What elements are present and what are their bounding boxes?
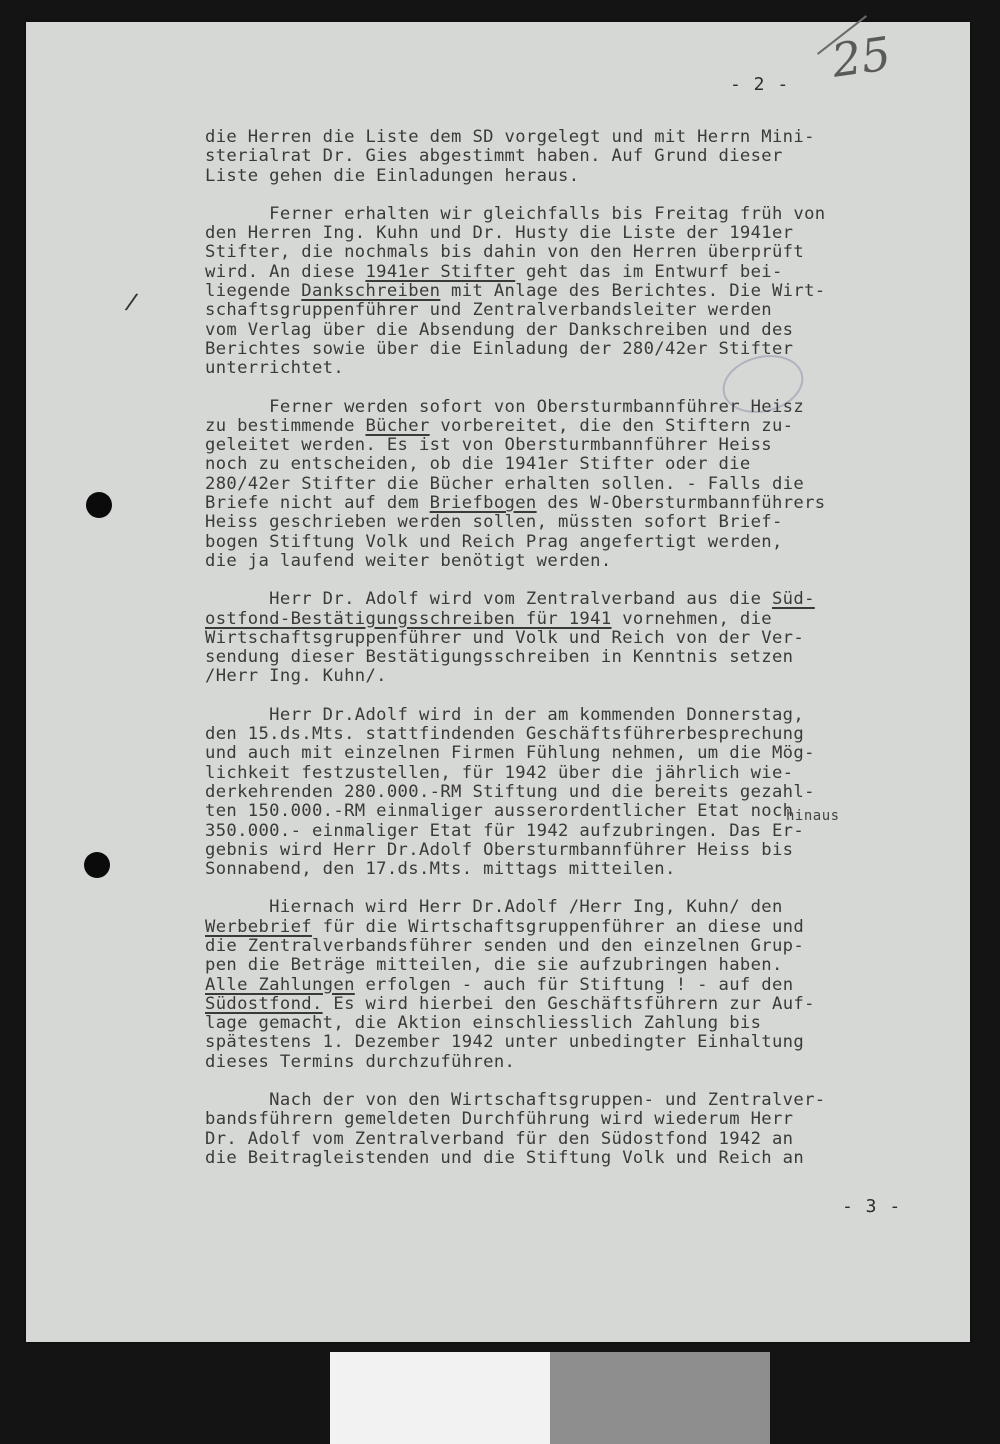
underlined-term: Dankschreiben bbox=[301, 281, 441, 302]
text-line: /Herr Ing. Kuhn/. bbox=[205, 666, 387, 687]
paragraph bbox=[205, 1091, 925, 1168]
calibration-white-patch bbox=[330, 1352, 550, 1444]
underlined-term: 1941er Stifter bbox=[365, 261, 516, 282]
text-line: liegende Dankschreiben mit Anlage des Berichtes. Die Wirt- bbox=[205, 281, 826, 302]
punch-hole-upper bbox=[86, 492, 112, 518]
next-page-marker: - 3 - bbox=[842, 1196, 902, 1217]
paragraph bbox=[205, 590, 925, 686]
document-body bbox=[205, 128, 925, 1187]
text-line: derkehrenden 280.000.-RM Stiftung und die bereits gezahl- bbox=[205, 781, 815, 802]
text-line: bandsführern gemeldeten Durchführung wird wiederum Herr bbox=[205, 1109, 794, 1130]
text-line: Nach der von den Wirtschaftsgruppen- und Zentralver- bbox=[205, 1090, 826, 1111]
text-line: 280/42er Stifter die Bücher erhalten sollen. - Falls die bbox=[205, 473, 805, 494]
paragraph bbox=[205, 706, 925, 880]
text-line: die ja laufend weiter benötigt werden. bbox=[205, 550, 612, 571]
text-line: wird. An diese 1941er Stifter geht das im Entwurf bei- bbox=[205, 261, 783, 282]
text-line: lage gemacht, die Aktion einschliesslich Zahlung bis bbox=[205, 1013, 762, 1034]
underlined-term: Süd- bbox=[771, 589, 815, 610]
underlined-term: Briefbogen bbox=[429, 493, 537, 514]
text-line: lichkeit festzustellen, für 1942 über die jährlich wie- bbox=[205, 762, 794, 783]
text-line: und auch mit einzelnen Firmen Fühlung nehmen, um die Mög- bbox=[205, 743, 815, 764]
text-line: spätestens 1. Dezember 1942 unter unbedingter Einhaltung bbox=[205, 1032, 805, 1053]
text-line: sendung dieser Bestätigungsschreiben in Kenntnis setzen bbox=[205, 647, 794, 668]
text-line: Wirtschaftsgruppenführer und Volk und Reich von der Ver- bbox=[205, 627, 805, 648]
text-line: Sonnabend, den 17.ds.Mts. mittags mitteilen. bbox=[205, 859, 676, 880]
calibration-grey-patch bbox=[550, 1352, 770, 1444]
text-line: den 15.ds.Mts. stattfindenden Geschäftsführerbesprechung bbox=[205, 724, 805, 745]
paragraph bbox=[205, 898, 925, 1072]
text-line: vom Verlag über die Absendung der Dankschreiben und des bbox=[205, 319, 794, 340]
text-line: dieses Termins durchzuführen. bbox=[205, 1051, 516, 1072]
text-line: Briefe nicht auf dem Briefbogen des W-Obersturmbannführers bbox=[205, 493, 826, 514]
text-line: Hiernach wird Herr Dr.Adolf /Herr Ing, Kuhn/ den bbox=[205, 897, 783, 918]
margin-mark: / bbox=[122, 289, 141, 316]
text-line: Südostfond. Es wird hierbei den Geschäftsführern zur Auf- bbox=[205, 993, 815, 1014]
text-line: Ferner erhalten wir gleichfalls bis Freitag früh von bbox=[205, 203, 826, 224]
text-line: Alle Zahlungen erfolgen - auch für Stiftung ! - auf den bbox=[205, 974, 794, 995]
text-line: sterialrat Dr. Gies abgestimmt haben. Auf Grund dieser bbox=[205, 146, 783, 167]
paragraph bbox=[205, 128, 925, 186]
paragraph bbox=[205, 398, 925, 572]
handwritten-page-number: 25 bbox=[828, 26, 895, 88]
text-line: Herr Dr.Adolf wird in der am kommenden Donnerstag, bbox=[205, 704, 805, 725]
paragraph bbox=[205, 205, 925, 379]
text-line: Liste gehen die Einladungen heraus. bbox=[205, 165, 580, 186]
text-line: die Herren die Liste dem SD vorgelegt und mit Herrn Mini- bbox=[205, 127, 815, 147]
text-line: die Beitragleistenden und die Stiftung Volk und Reich an bbox=[205, 1147, 805, 1168]
underlined-term: ostfond-Bestätigungsschreiben für 1941 bbox=[205, 608, 612, 629]
text-line: zu bestimmende Bücher vorbereitet, die den Stiftern zu- bbox=[205, 415, 794, 436]
text-line: ostfond-Bestätigungsschreiben für 1941 vornehmen, die bbox=[205, 608, 772, 629]
text-line: schaftsgruppenführer und Zentralverbandsleiter werden bbox=[205, 300, 772, 321]
underlined-term: Südostfond. bbox=[205, 993, 323, 1014]
text-line: Werbebrief für die Wirtschaftsgruppenführer an diese und bbox=[205, 916, 805, 937]
text-line: noch zu entscheiden, ob die 1941er Stifter oder die bbox=[205, 454, 751, 475]
underlined-term: Alle Zahlungen bbox=[205, 974, 355, 995]
text-line: ten 150.000.-RM einmaliger ausserordentlicher Etat noch bbox=[205, 801, 794, 822]
text-line: 350.000.- einmaliger Etat für 1942 aufzubringen. Das Er- bbox=[205, 820, 805, 841]
text-line: die Zentralverbandsführer senden und den einzelnen Grup- bbox=[205, 935, 805, 956]
text-line: Stifter, die nochmals bis dahin von den Herren überprüft bbox=[205, 242, 805, 263]
text-line: Ferner werden sofort von Obersturmbannführer Heisz bbox=[205, 396, 805, 417]
text-line: Herr Dr. Adolf wird vom Zentralverband aus die Süd- bbox=[205, 589, 815, 610]
text-line: den Herren Ing. Kuhn und Dr. Husty die Liste der 1941er bbox=[205, 223, 794, 244]
text-line: pen die Beträge mitteilen, die sie aufzubringen haben. bbox=[205, 955, 783, 976]
text-line: bogen Stiftung Volk und Reich Prag angefertigt werden, bbox=[205, 531, 783, 552]
underlined-term: Bücher bbox=[365, 415, 430, 436]
text-line: geleitet werden. Es ist von Obersturmbannführer Heiss bbox=[205, 435, 772, 456]
text-line: gebnis wird Herr Dr.Adolf Obersturmbannführer Heiss bis bbox=[205, 839, 794, 860]
text-line: Heiss geschrieben werden sollen, müssten sofort Brief- bbox=[205, 512, 783, 533]
punch-hole-lower bbox=[84, 852, 110, 878]
text-line: Berichtes sowie über die Einladung der 280/42er Stifter bbox=[205, 338, 794, 359]
underlined-term: Werbebrief bbox=[205, 916, 312, 937]
page-number: - 2 - bbox=[730, 74, 790, 95]
text-line: Dr. Adolf vom Zentralverband für den Südostfond 1942 an bbox=[205, 1128, 794, 1149]
typed-insertion: hinaus bbox=[786, 808, 840, 824]
text-line: unterrichtet. bbox=[205, 358, 345, 379]
